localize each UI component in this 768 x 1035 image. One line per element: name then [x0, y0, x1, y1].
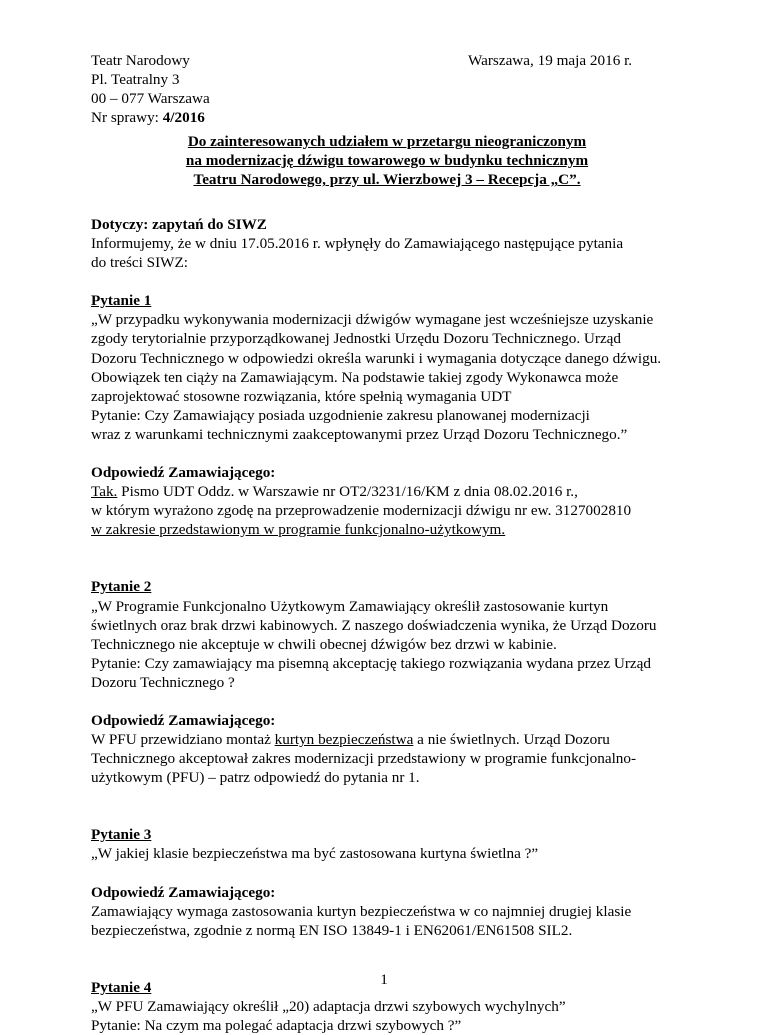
sender-name: Teatr Narodowy — [91, 52, 190, 69]
question-1-line: „W przypadku wykonywania modernizacji dźwigów wymagane jest wcześniejsze uzyskanie — [91, 311, 654, 329]
answer-1-line: w zakresie przedstawionym w programie funkcjonalno-użytkowym. — [91, 521, 506, 539]
question-2-line: Dozoru Technicznego ? — [91, 673, 235, 691]
question-1-line: Pytanie: Czy Zamawiający posiada uzgodnienie zakresu planowanej modernizacji — [91, 406, 590, 424]
question-4-line: Pytanie: Na czym ma polegać adaptacja drzwi szybowych ?” — [91, 1017, 462, 1034]
question-1-line: Obowiązek ten ciąży na Zamawiającym. Na podstawie takiej zgody Wykonawca może — [91, 368, 619, 386]
question-3-heading: Pytanie 3 — [91, 826, 152, 844]
question-2-line: świetlnych oraz brak drzwi kabinowych. Z naszego doświadczenia wynika, że Urząd Dozoru — [91, 616, 657, 634]
document-body — [91, 215, 691, 1035]
answer-1-tak: Tak. — [91, 483, 118, 501]
title-line: na modernizację dźwigu towarowego w budynku technicznym — [185, 152, 589, 170]
sender-street: Pl. Teatralny 3 — [91, 71, 180, 89]
answer-2-text: W PFU przewidziano montaż — [91, 731, 275, 749]
answer-3-line: bezpieczeństwa, zgodnie z normą EN ISO 13849-1 i EN62061/EN61508 SIL2. — [91, 921, 573, 939]
answer-2-heading: Odpowiedź Zamawiającego: — [91, 711, 276, 729]
question-2-line: „W Programie Funkcjonalno Użytkowym Zamawiający określił zastosowanie kurtyn — [91, 597, 609, 615]
question-1-line: wraz z warunkami technicznymi zaakceptowanymi przez Urząd Dozoru Technicznego.” — [91, 425, 628, 443]
subject-line: Dotyczy: zapytań do SIWZ — [91, 216, 267, 233]
page-number: 1 — [380, 971, 388, 988]
case-label: Nr sprawy: — [91, 109, 163, 127]
question-1-line: zaprojektować stosowne rozwiązania, które spełnią wymagania UDT — [91, 387, 512, 405]
sender-address — [91, 51, 210, 127]
answer-1-line: w którym wyrażono zgodę na przeprowadzenie modernizacji dźwigu nr ew. 3127002810 — [91, 502, 632, 520]
case-number — [91, 108, 210, 127]
question-2-heading: Pytanie 2 — [91, 578, 152, 596]
title-line: Do zainteresowanych udziałem w przetargu nieograniczonym — [187, 133, 587, 150]
answer-2-text: a nie świetlnych. Urząd Dozoru — [413, 731, 610, 749]
question-1-heading: Pytanie 1 — [91, 292, 152, 310]
sender-city: 00 – 077 Warszawa — [91, 90, 210, 108]
question-1-line: Dozoru Technicznego w odpowiedzi określa warunki i wymagania dotyczące danego dźwigu. — [91, 349, 662, 367]
answer-3-line: Zamawiający wymaga zastosowania kurtyn bezpieczeństwa w co najmniej drugiej klasie — [91, 902, 632, 920]
case-number-value: 4/2016 — [162, 109, 205, 127]
answer-2-underlined: kurtyn bezpieczeństwa — [274, 731, 414, 749]
question-2-line: Technicznego nie akceptuje w chwili obecnej dźwigów bez drzwi w kabinie. — [91, 635, 557, 653]
question-2-line: Pytanie: Czy zamawiający ma pisemną akceptację takiego rozwiązania wydana przez Urząd — [91, 654, 651, 672]
answer-1-line — [91, 482, 691, 501]
answer-3-heading: Odpowiedź Zamawiającego: — [91, 883, 276, 901]
document-date: Warszawa, 19 maja 2016 r. — [468, 52, 633, 69]
question-4-heading: Pytanie 4 — [91, 978, 152, 996]
document-title — [91, 132, 683, 189]
answer-1-text: Pismo UDT Oddz. w Warszawie nr OT2/3231/16/KM z dnia 08.02.2016 r., — [117, 483, 578, 501]
answer-2-line: użytkowym (PFU) – patrz odpowiedź do pytania nr 1. — [91, 769, 420, 787]
question-4-line: „W PFU Zamawiający określił „20) adaptacja drzwi szybowych wychylnych” — [91, 997, 566, 1015]
intro-line: do treści SIWZ: — [91, 254, 189, 272]
question-3-line: „W jakiej klasie bezpieczeństwa ma być zastosowana kurtyna świetlna ?” — [91, 845, 539, 863]
question-1-line: zgody terytorialnie przyporządkowanej Jednostki Urzędu Dozoru Technicznego. Urząd — [91, 330, 622, 348]
title-line: Teatru Narodowego, przy ul. Wierzbowej 3 – Recepcja „C”. — [193, 171, 581, 189]
answer-2-line — [91, 730, 691, 749]
answer-1-heading: Odpowiedź Zamawiającego: — [91, 464, 276, 482]
intro-line: Informujemy, że w dniu 17.05.2016 r. wpłynęły do Zamawiającego następujące pytania — [91, 235, 624, 253]
answer-2-line: Technicznego akceptował zakres modernizacji przedstawiony w programie funkcjonalno- — [91, 750, 637, 768]
